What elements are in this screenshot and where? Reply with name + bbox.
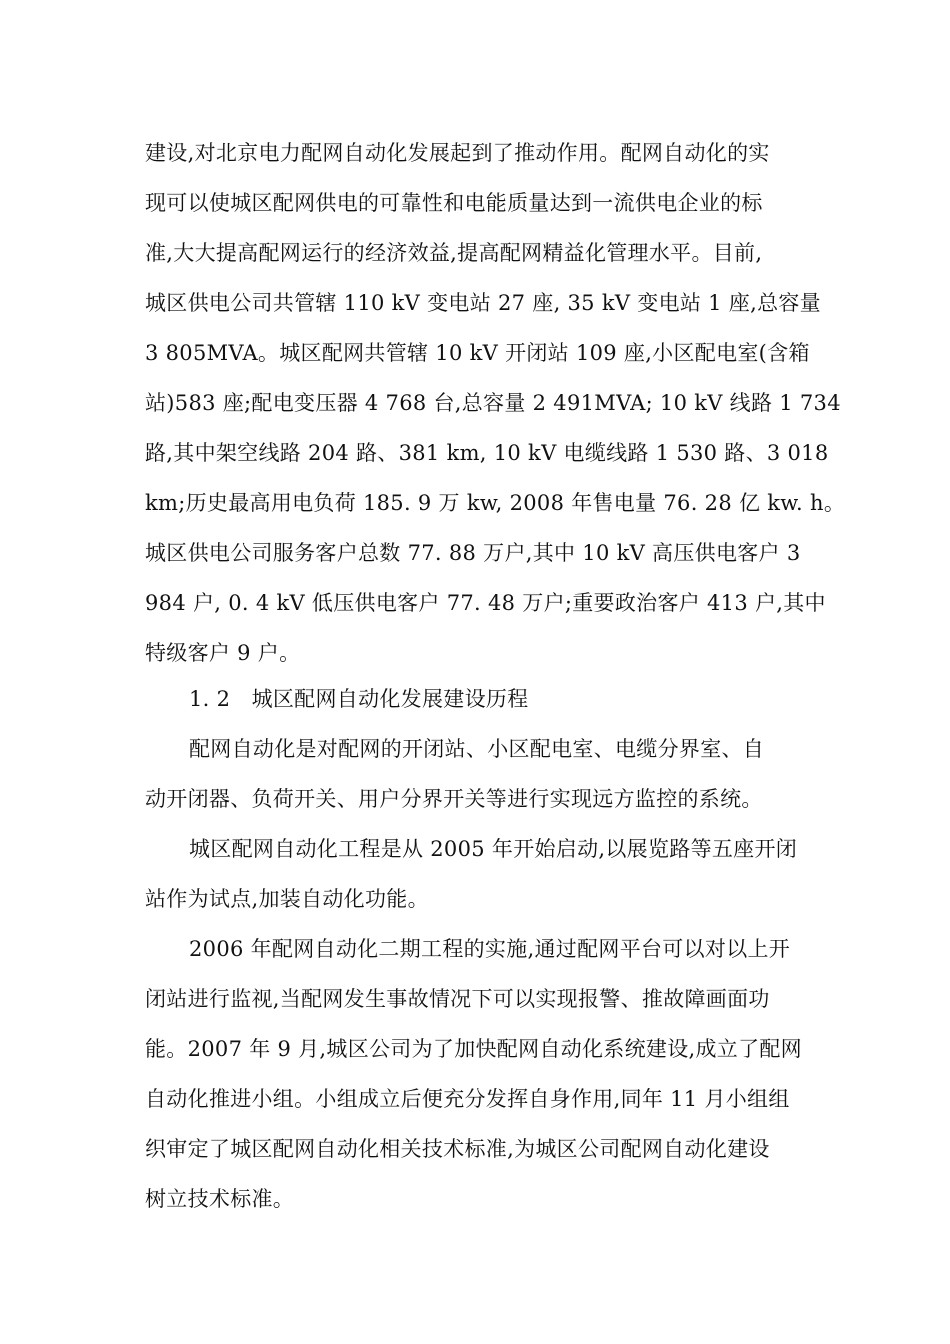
text-line: 配网自动化是对配网的开闭站、小区配电室、电缆分界室、自 (189, 737, 765, 761)
text-line: 3 805MVA。城区配网共管辖 10 kV 开闭站 109 座,小区配电室(含箱 (145, 341, 810, 365)
text-line: 闭站进行监视,当配网发生事故情况下可以实现报警、推故障画面功 (145, 987, 770, 1011)
paragraph-start (145, 824, 809, 924)
text-line: 站)583 座;配电变压器 4 768 台,总容量 2 491MVA; 10 kV 线路 1 734 (145, 391, 841, 415)
text-line: 城区供电公司服务客户总数 77. 88 万户,其中 10 kV 高压供电客户 3 (145, 541, 801, 565)
paragraph-definition (145, 724, 809, 824)
text-line: 准,大大提高配网运行的经济效益,提高配网精益化管理水平。目前, (145, 241, 763, 265)
paragraph-phase-two (145, 924, 809, 1224)
text-line: 动开闭器、负荷开关、用户分界开关等进行实现远方监控的系统。 (145, 787, 763, 811)
text-line: 城区配网自动化工程是从 2005 年开始启动,以展览路等五座开闭 (189, 837, 798, 861)
text-line: 2006 年配网自动化二期工程的实施,通过配网平台可以对以上开 (189, 937, 791, 961)
text-line: 特级客户 9 户。 (145, 641, 301, 665)
text-line: 984 户, 0. 4 kV 低压供电客户 77. 48 万户;重要政治客户 413 户,其中 (145, 591, 826, 615)
section-heading-block (145, 674, 809, 724)
paragraph-intro (145, 128, 846, 678)
text-line: 建设,对北京电力配网自动化发展起到了推动作用。配网自动化的实 (145, 141, 770, 165)
text-line: 现可以使城区配网供电的可靠性和电能质量达到一流供电企业的标 (145, 191, 763, 215)
text-line: 织审定了城区配网自动化相关技术标准,为城区公司配网自动化建设 (145, 1137, 770, 1161)
text-line: 能。2007 年 9 月,城区公司为了加快配网自动化系统建设,成立了配网 (145, 1037, 802, 1061)
text-line: 城区供电公司共管辖 110 kV 变电站 27 座, 35 kV 变电站 1 座,总容量 (145, 291, 821, 315)
text-line: 树立技术标准。 (145, 1187, 295, 1211)
text-line: 站作为试点,加装自动化功能。 (145, 887, 429, 911)
text-line: km;历史最高用电负荷 185. 9 万 kw, 2008 年售电量 76. 28 亿 kw. h。 (145, 491, 846, 515)
text-line: 路,其中架空线路 204 路、381 km, 10 kV 电缆线路 1 530 路、3 018 (145, 441, 829, 465)
section-heading: 1. 2 城区配网自动化发展建设历程 (189, 687, 529, 711)
text-line: 自动化推进小组。小组成立后便充分发挥自身作用,同年 11 月小组组 (145, 1087, 790, 1111)
